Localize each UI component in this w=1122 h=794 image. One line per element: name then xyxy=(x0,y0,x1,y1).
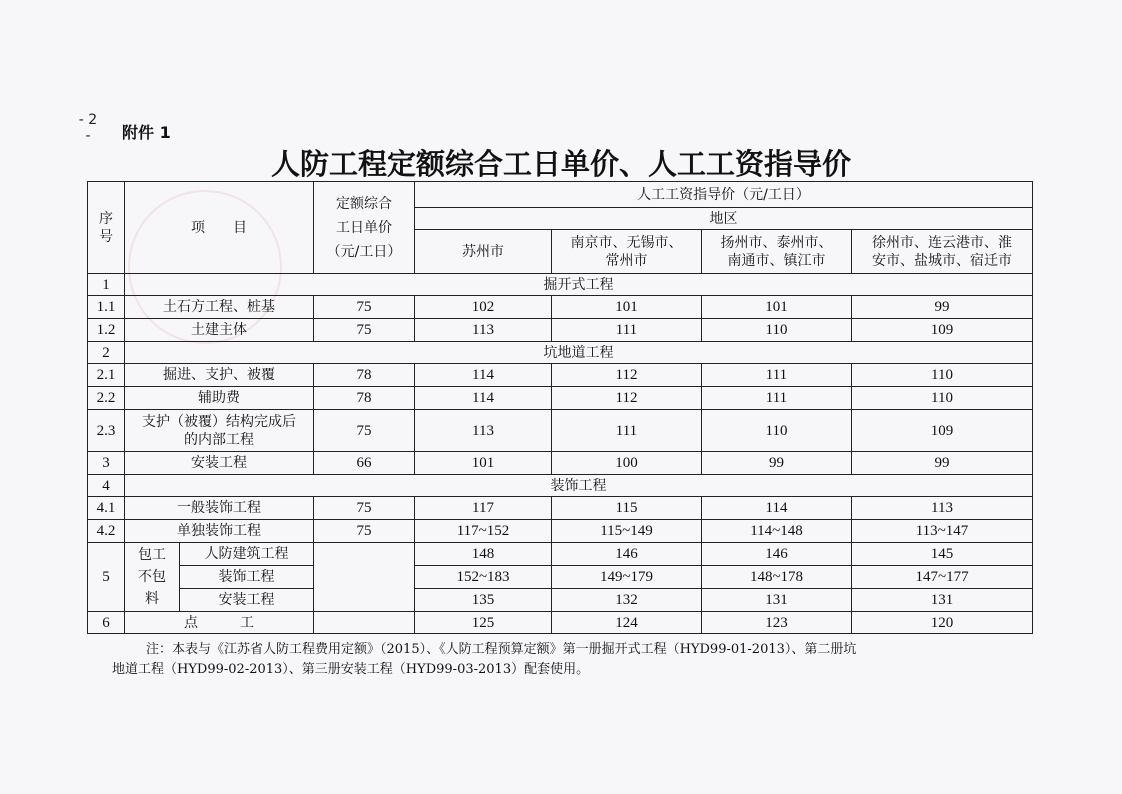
wage-table xyxy=(87,181,1033,634)
wage-cell: 101 xyxy=(702,296,852,319)
wage-cell: 110 xyxy=(702,410,852,452)
seq-cell: 2.3 xyxy=(88,410,125,452)
wage-cell: 99 xyxy=(702,452,852,475)
item-cell: 辅助费 xyxy=(125,387,314,410)
header-region-3-line: 扬州市、泰州市、 xyxy=(720,234,833,251)
wage-cell: 131 xyxy=(852,589,1033,612)
section-row xyxy=(88,475,1033,497)
unit-price-cell: 75 xyxy=(314,497,415,520)
header-region-3 xyxy=(702,230,852,274)
seq-cell: 2.1 xyxy=(88,364,125,387)
section-title: 掘开式工程 xyxy=(125,274,1033,296)
table-row xyxy=(88,520,1033,543)
section-row xyxy=(88,342,1033,364)
page-number: - 2 - xyxy=(78,112,98,144)
wage-cell: 111 xyxy=(702,364,852,387)
seq-cell: 2 xyxy=(88,342,125,364)
unit-price-cell: 75 xyxy=(314,319,415,342)
section-row xyxy=(88,274,1033,296)
wage-cell: 110 xyxy=(852,364,1033,387)
wage-cell: 99 xyxy=(852,296,1033,319)
wage-cell: 111 xyxy=(552,410,702,452)
group-label-line: 不包 xyxy=(138,569,166,585)
header-region-2 xyxy=(552,230,702,274)
header-item: 项 目 xyxy=(125,182,314,274)
wage-cell: 120 xyxy=(852,612,1033,634)
header-region-2-line: 南京市、无锡市、 xyxy=(570,234,683,251)
header-unit-price-line: （元/工日） xyxy=(326,243,402,260)
group-label-line: 料 xyxy=(145,591,159,607)
header-region: 地区 xyxy=(415,208,1033,230)
footnote xyxy=(112,640,1012,680)
unit-price-cell: 78 xyxy=(314,387,415,410)
section-title: 装饰工程 xyxy=(125,475,1033,497)
item-cell: 一般装饰工程 xyxy=(125,497,314,520)
wage-cell: 124 xyxy=(552,612,702,634)
item-cell: 土建主体 xyxy=(125,319,314,342)
seq-cell: 6 xyxy=(88,612,125,634)
wage-cell: 99 xyxy=(852,452,1033,475)
attachment-label: 附件 1 xyxy=(122,123,171,142)
wage-cell: 109 xyxy=(852,319,1033,342)
wage-cell: 109 xyxy=(852,410,1033,452)
header-region-3-line: 南通市、镇江市 xyxy=(727,252,826,269)
footnote-line-2: 地道工程（HYD99-02-2013）、第三册安装工程（HYD99-03-2013）配套使用。 xyxy=(112,662,590,677)
unit-price-cell: 66 xyxy=(314,452,415,475)
header-seq-text: 号 xyxy=(99,228,113,245)
item-cell: 土石方工程、桩基 xyxy=(125,296,314,319)
unit-price-cell xyxy=(314,543,415,612)
unit-price-cell: 75 xyxy=(314,296,415,319)
wage-cell: 132 xyxy=(552,589,702,612)
header-unit-price-line: 工日单价 xyxy=(336,219,392,236)
table-body xyxy=(88,182,1033,634)
wage-cell: 131 xyxy=(702,589,852,612)
footnote-line-1: 注：本表与《江苏省人防工程费用定额》（2015）、《人防工程预算定额》第一册掘开式工程（HYD99-01-2013）、第二册坑 xyxy=(146,642,857,657)
wage-cell: 149~179 xyxy=(552,566,702,589)
wage-cell: 101 xyxy=(552,296,702,319)
wage-cell: 102 xyxy=(415,296,552,319)
seq-cell: 4.1 xyxy=(88,497,125,520)
item-cell xyxy=(125,410,314,452)
item-cell: 人防建筑工程 xyxy=(180,543,314,566)
header-region-1 xyxy=(415,230,552,274)
table-row xyxy=(88,566,1033,589)
seq-cell: 5 xyxy=(88,543,125,612)
wage-cell: 152~183 xyxy=(415,566,552,589)
wage-cell: 112 xyxy=(552,387,702,410)
header-wage-guide: 人工工资指导价（元/工日） xyxy=(415,182,1033,208)
seq-cell: 1.1 xyxy=(88,296,125,319)
wage-cell: 113 xyxy=(415,319,552,342)
wage-cell: 113~147 xyxy=(852,520,1033,543)
header-seq xyxy=(88,182,125,274)
table-row xyxy=(88,497,1033,520)
wage-cell: 112 xyxy=(552,364,702,387)
wage-cell: 101 xyxy=(415,452,552,475)
table-row xyxy=(88,410,1033,452)
wage-cell: 100 xyxy=(552,452,702,475)
wage-cell: 114~148 xyxy=(702,520,852,543)
wage-cell: 145 xyxy=(852,543,1033,566)
wage-cell: 146 xyxy=(552,543,702,566)
wage-cell: 110 xyxy=(852,387,1033,410)
header-region-1-line: 苏州市 xyxy=(462,243,504,260)
header-region-4-line: 徐州市、连云港市、淮 xyxy=(872,234,1013,251)
document-title: 人防工程定额综合工日单价、人工工资指导价 xyxy=(270,147,851,181)
table-row xyxy=(88,452,1033,475)
header-region-4-line: 安市、盐城市、宿迁市 xyxy=(872,252,1013,269)
wage-cell: 147~177 xyxy=(852,566,1033,589)
table-row xyxy=(88,319,1033,342)
seq-cell: 1 xyxy=(88,274,125,296)
unit-price-cell xyxy=(314,612,415,634)
wage-cell: 110 xyxy=(702,319,852,342)
table-row xyxy=(88,612,1033,634)
header-seq-text: 序 xyxy=(99,210,113,227)
unit-price-cell: 75 xyxy=(314,410,415,452)
section-title: 坑地道工程 xyxy=(125,342,1033,364)
seq-cell: 2.2 xyxy=(88,387,125,410)
table-row xyxy=(88,296,1033,319)
group-label xyxy=(125,543,180,612)
header-row xyxy=(88,182,1033,208)
table-row xyxy=(88,589,1033,612)
header-unit-price xyxy=(314,182,415,274)
table-row xyxy=(88,364,1033,387)
item-cell: 点 工 xyxy=(125,612,314,634)
item-cell: 掘进、支护、被覆 xyxy=(125,364,314,387)
seq-cell: 4.2 xyxy=(88,520,125,543)
item-cell-line: 的内部工程 xyxy=(184,431,254,448)
group-label-line: 包工 xyxy=(138,547,166,563)
wage-cell: 115~149 xyxy=(552,520,702,543)
wage-cell: 113 xyxy=(415,410,552,452)
wage-cell: 114 xyxy=(702,497,852,520)
wage-cell: 117 xyxy=(415,497,552,520)
unit-price-cell: 78 xyxy=(314,364,415,387)
wage-cell: 123 xyxy=(702,612,852,634)
wage-cell: 114 xyxy=(415,364,552,387)
wage-cell: 113 xyxy=(852,497,1033,520)
wage-cell: 125 xyxy=(415,612,552,634)
seq-cell: 3 xyxy=(88,452,125,475)
unit-price-cell: 75 xyxy=(314,520,415,543)
table-row xyxy=(88,543,1033,566)
header-region-2-line: 常州市 xyxy=(605,252,648,269)
wage-cell: 146 xyxy=(702,543,852,566)
wage-cell: 115 xyxy=(552,497,702,520)
table-row xyxy=(88,387,1033,410)
item-cell-line: 支护（被覆）结构完成后 xyxy=(142,413,296,430)
wage-cell: 111 xyxy=(702,387,852,410)
item-cell: 装饰工程 xyxy=(180,566,314,589)
seq-cell: 4 xyxy=(88,475,125,497)
wage-cell: 111 xyxy=(552,319,702,342)
wage-cell: 135 xyxy=(415,589,552,612)
header-region-4 xyxy=(852,230,1033,274)
header-unit-price-line: 定额综合 xyxy=(336,195,392,212)
item-cell: 安装工程 xyxy=(180,589,314,612)
seq-cell: 1.2 xyxy=(88,319,125,342)
item-cell: 单独装饰工程 xyxy=(125,520,314,543)
wage-cell: 114 xyxy=(415,387,552,410)
wage-cell: 148~178 xyxy=(702,566,852,589)
item-cell: 安装工程 xyxy=(125,452,314,475)
wage-cell: 148 xyxy=(415,543,552,566)
wage-cell: 117~152 xyxy=(415,520,552,543)
